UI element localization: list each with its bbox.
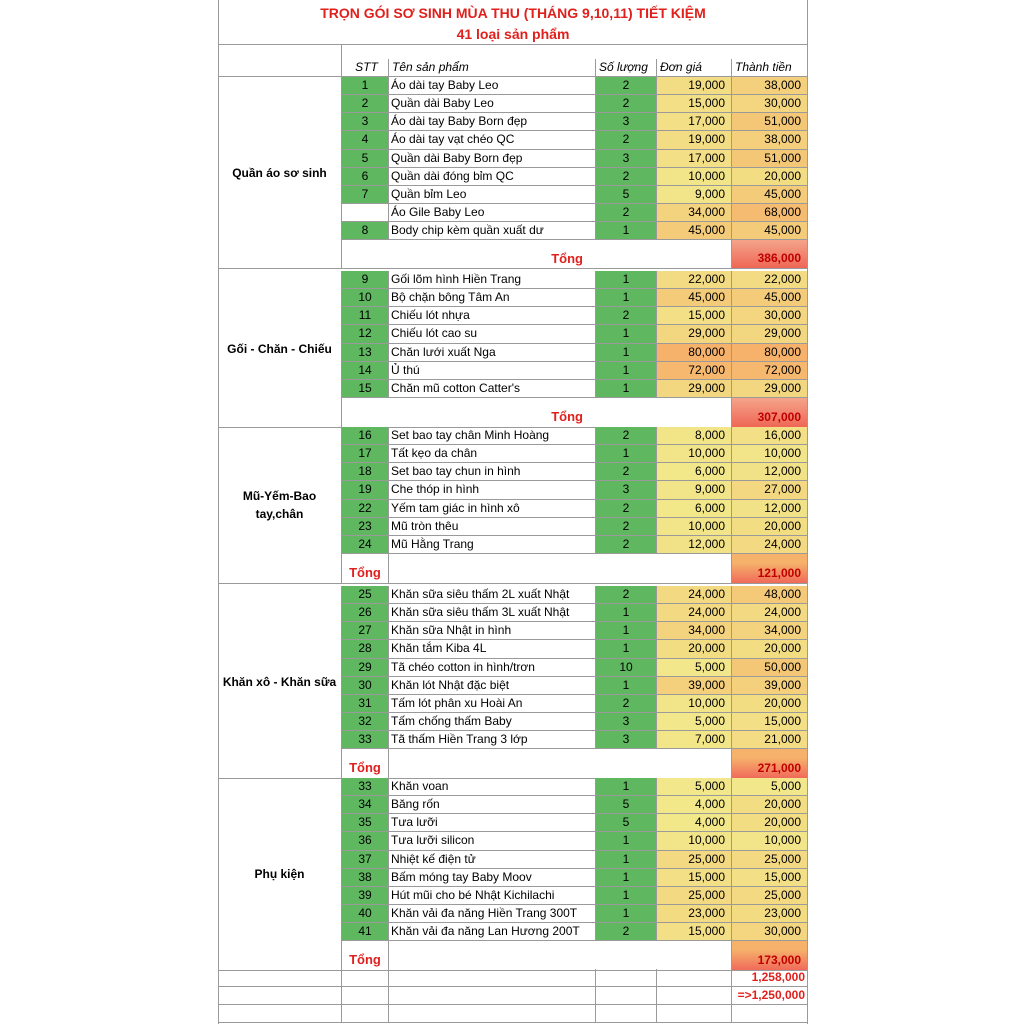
product-name-cell[interactable]: Chăn mũ cotton Catter's xyxy=(389,380,596,398)
group-total-value[interactable]: 271,000 xyxy=(732,749,808,779)
price-cell[interactable]: 7,000 xyxy=(657,731,732,749)
qty-cell[interactable]: 2 xyxy=(596,695,657,713)
total-cell[interactable]: 45,000 xyxy=(732,289,808,307)
stt-cell[interactable]: 6 xyxy=(342,168,389,186)
empty-cell[interactable] xyxy=(342,987,389,1005)
total-cell[interactable]: 15,000 xyxy=(732,869,808,887)
stt-cell[interactable]: 1 xyxy=(342,77,389,95)
stt-cell[interactable]: 3 xyxy=(342,113,389,131)
total-cell[interactable]: 15,000 xyxy=(732,713,808,731)
empty-cell[interactable] xyxy=(389,987,596,1005)
total-cell[interactable]: 20,000 xyxy=(732,640,808,658)
qty-cell[interactable]: 3 xyxy=(596,731,657,749)
stt-cell[interactable]: 24 xyxy=(342,536,389,554)
empty-cell[interactable] xyxy=(657,969,732,987)
price-cell[interactable]: 34,000 xyxy=(657,204,732,222)
total-cell[interactable]: 25,000 xyxy=(732,851,808,869)
total-cell[interactable]: 20,000 xyxy=(732,695,808,713)
header-price[interactable]: Đơn giá xyxy=(657,59,732,77)
total-cell[interactable]: 23,000 xyxy=(732,905,808,923)
total-cell[interactable]: 29,000 xyxy=(732,380,808,398)
qty-cell[interactable]: 10 xyxy=(596,659,657,677)
qty-cell[interactable]: 1 xyxy=(596,222,657,240)
group-total-label[interactable]: Tổng xyxy=(342,398,732,428)
qty-cell[interactable]: 1 xyxy=(596,344,657,362)
qty-cell[interactable]: 2 xyxy=(596,500,657,518)
product-name-cell[interactable]: Bấm móng tay Baby Moov xyxy=(389,869,596,887)
stt-cell[interactable]: 39 xyxy=(342,887,389,905)
empty-cell[interactable] xyxy=(342,1005,389,1023)
group-total-label[interactable]: Tổng xyxy=(342,941,389,971)
qty-cell[interactable]: 2 xyxy=(596,204,657,222)
total-cell[interactable]: 68,000 xyxy=(732,204,808,222)
total-cell[interactable]: 34,000 xyxy=(732,622,808,640)
product-name-cell[interactable]: Áo Gile Baby Leo xyxy=(389,204,596,222)
product-name-cell[interactable]: Bộ chặn bông Tâm An xyxy=(389,289,596,307)
product-name-cell[interactable]: Áo dài tay Baby Leo xyxy=(389,77,596,95)
group-total-value[interactable]: 121,000 xyxy=(732,554,808,584)
price-cell[interactable]: 22,000 xyxy=(657,271,732,289)
product-name-cell[interactable]: Tã thấm Hiền Trang 3 lớp xyxy=(389,731,596,749)
group-total-value[interactable]: 173,000 xyxy=(732,941,808,971)
empty-cell[interactable] xyxy=(596,1005,657,1023)
stt-cell[interactable]: 26 xyxy=(342,604,389,622)
total-cell[interactable]: 10,000 xyxy=(732,445,808,463)
qty-cell[interactable]: 2 xyxy=(596,131,657,149)
group-total-label[interactable]: Tổng xyxy=(342,749,389,779)
total-cell[interactable]: 16,000 xyxy=(732,427,808,445)
qty-cell[interactable]: 1 xyxy=(596,604,657,622)
price-cell[interactable]: 24,000 xyxy=(657,586,732,604)
total-cell[interactable]: 45,000 xyxy=(732,222,808,240)
price-cell[interactable]: 39,000 xyxy=(657,677,732,695)
header-qty[interactable]: Số lượng xyxy=(596,59,657,77)
price-cell[interactable]: 25,000 xyxy=(657,851,732,869)
price-cell[interactable]: 23,000 xyxy=(657,905,732,923)
group-total-blank[interactable] xyxy=(389,941,732,971)
price-cell[interactable]: 10,000 xyxy=(657,168,732,186)
price-cell[interactable]: 45,000 xyxy=(657,222,732,240)
product-name-cell[interactable]: Khăn tắm Kiba 4L xyxy=(389,640,596,658)
product-name-cell[interactable]: Tấm chống thấm Baby xyxy=(389,713,596,731)
product-name-cell[interactable]: Che thóp in hình xyxy=(389,481,596,499)
qty-cell[interactable]: 1 xyxy=(596,778,657,796)
group-label[interactable]: Khăn xô - Khăn sữa xyxy=(218,586,342,779)
stt-cell[interactable]: 16 xyxy=(342,427,389,445)
product-name-cell[interactable]: Quần dài Baby Born đẹp xyxy=(389,150,596,168)
empty-cell[interactable] xyxy=(389,1005,596,1023)
spreadsheet xyxy=(218,0,808,1024)
price-cell[interactable]: 10,000 xyxy=(657,832,732,850)
group-total-blank[interactable] xyxy=(389,554,732,584)
stt-cell[interactable]: 22 xyxy=(342,500,389,518)
stt-cell[interactable]: 11 xyxy=(342,307,389,325)
product-name-cell[interactable]: Chiếu lót nhựa xyxy=(389,307,596,325)
qty-cell[interactable]: 2 xyxy=(596,923,657,941)
group-label[interactable]: Gối - Chăn - Chiếu xyxy=(218,271,342,428)
price-cell[interactable]: 10,000 xyxy=(657,695,732,713)
price-cell[interactable]: 6,000 xyxy=(657,463,732,481)
price-cell[interactable]: 29,000 xyxy=(657,325,732,343)
sheet-title: TRỌN GÓI SƠ SINH MÙA THU (THÁNG 9,10,11) TIẾT KIỆM xyxy=(320,5,706,21)
price-cell[interactable]: 12,000 xyxy=(657,536,732,554)
total-cell[interactable]: 72,000 xyxy=(732,362,808,380)
product-name-cell[interactable]: Khăn sữa siêu thấm 2L xuất Nhật xyxy=(389,586,596,604)
stt-cell[interactable] xyxy=(342,204,389,222)
total-cell[interactable]: 30,000 xyxy=(732,923,808,941)
qty-cell[interactable]: 5 xyxy=(596,186,657,204)
group-label[interactable]: Phụ kiện xyxy=(218,778,342,971)
qty-cell[interactable]: 2 xyxy=(596,536,657,554)
price-cell[interactable]: 19,000 xyxy=(657,131,732,149)
product-name-cell[interactable]: Quần bỉm Leo xyxy=(389,186,596,204)
total-cell[interactable]: 51,000 xyxy=(732,113,808,131)
group-total-label[interactable]: Tổng xyxy=(342,554,389,584)
total-cell[interactable]: 30,000 xyxy=(732,95,808,113)
total-cell[interactable]: 20,000 xyxy=(732,814,808,832)
group-total-value[interactable]: 386,000 xyxy=(732,240,808,269)
stt-cell[interactable]: 2 xyxy=(342,95,389,113)
total-cell[interactable]: 39,000 xyxy=(732,677,808,695)
price-cell[interactable]: 72,000 xyxy=(657,362,732,380)
grid-line xyxy=(218,44,808,45)
qty-cell[interactable]: 1 xyxy=(596,271,657,289)
product-name-cell[interactable]: Tưa lưỡi xyxy=(389,814,596,832)
total-cell[interactable]: 25,000 xyxy=(732,887,808,905)
stt-cell[interactable]: 9 xyxy=(342,271,389,289)
total-cell[interactable]: 10,000 xyxy=(732,832,808,850)
product-name-cell[interactable]: Ủ thú xyxy=(389,362,596,380)
product-name-cell[interactable]: Quần dài đóng bỉm QC xyxy=(389,168,596,186)
stt-cell[interactable]: 8 xyxy=(342,222,389,240)
stt-cell[interactable]: 33 xyxy=(342,778,389,796)
empty-cell[interactable] xyxy=(657,1005,732,1023)
stt-cell[interactable]: 30 xyxy=(342,677,389,695)
qty-cell[interactable]: 1 xyxy=(596,362,657,380)
group-total-value[interactable]: 307,000 xyxy=(732,398,808,428)
header-total[interactable]: Thành tiền xyxy=(732,59,808,77)
group-total-blank[interactable] xyxy=(389,749,732,779)
total-cell[interactable]: 27,000 xyxy=(732,481,808,499)
total-cell[interactable]: 24,000 xyxy=(732,536,808,554)
empty-cell[interactable] xyxy=(389,969,596,987)
price-cell[interactable]: 34,000 xyxy=(657,622,732,640)
stt-cell[interactable]: 36 xyxy=(342,832,389,850)
qty-cell[interactable]: 1 xyxy=(596,851,657,869)
stt-cell[interactable]: 41 xyxy=(342,923,389,941)
product-name-cell[interactable]: Chiếu lót cao su xyxy=(389,325,596,343)
price-cell[interactable]: 15,000 xyxy=(657,869,732,887)
total-cell[interactable]: 29,000 xyxy=(732,325,808,343)
qty-cell[interactable]: 1 xyxy=(596,289,657,307)
stt-cell[interactable]: 5 xyxy=(342,150,389,168)
group-total-label[interactable]: Tổng xyxy=(342,240,732,269)
group-label[interactable]: Mũ-Yếm-Bao tay,chân xyxy=(218,427,342,584)
stt-cell[interactable]: 28 xyxy=(342,640,389,658)
qty-cell[interactable]: 1 xyxy=(596,325,657,343)
total-cell[interactable]: 20,000 xyxy=(732,518,808,536)
total-cell[interactable]: 38,000 xyxy=(732,131,808,149)
price-cell[interactable]: 25,000 xyxy=(657,887,732,905)
empty-cell[interactable] xyxy=(596,969,657,987)
price-cell[interactable]: 5,000 xyxy=(657,713,732,731)
total-cell[interactable]: 45,000 xyxy=(732,186,808,204)
header-name[interactable]: Tên sản phẩm xyxy=(389,59,596,77)
stt-cell[interactable]: 35 xyxy=(342,814,389,832)
product-name-cell[interactable]: Quần dài Baby Leo xyxy=(389,95,596,113)
price-cell[interactable]: 6,000 xyxy=(657,500,732,518)
price-cell[interactable]: 10,000 xyxy=(657,518,732,536)
stt-cell[interactable]: 7 xyxy=(342,186,389,204)
stt-cell[interactable]: 31 xyxy=(342,695,389,713)
product-name-cell[interactable]: Tất kẹo da chân xyxy=(389,445,596,463)
total-cell[interactable]: 20,000 xyxy=(732,796,808,814)
price-cell[interactable]: 24,000 xyxy=(657,604,732,622)
price-cell[interactable]: 9,000 xyxy=(657,186,732,204)
qty-cell[interactable]: 1 xyxy=(596,640,657,658)
total-cell[interactable]: 22,000 xyxy=(732,271,808,289)
product-name-cell[interactable]: Nhiệt kế điện tử xyxy=(389,851,596,869)
qty-cell[interactable]: 3 xyxy=(596,150,657,168)
price-cell[interactable]: 19,000 xyxy=(657,77,732,95)
qty-cell[interactable]: 2 xyxy=(596,518,657,536)
price-cell[interactable]: 8,000 xyxy=(657,427,732,445)
product-name-cell[interactable]: Tã chéo cotton in hình/trơn xyxy=(389,659,596,677)
price-cell[interactable]: 17,000 xyxy=(657,150,732,168)
product-name-cell[interactable]: Body chip kèm quần xuất dư xyxy=(389,222,596,240)
product-name-cell[interactable]: Khăn vải đa năng Hiền Trang 300T xyxy=(389,905,596,923)
total-cell[interactable]: 20,000 xyxy=(732,168,808,186)
stt-cell[interactable]: 33 xyxy=(342,731,389,749)
qty-cell[interactable]: 1 xyxy=(596,677,657,695)
price-cell[interactable]: 15,000 xyxy=(657,307,732,325)
qty-cell[interactable]: 1 xyxy=(596,832,657,850)
qty-cell[interactable]: 1 xyxy=(596,869,657,887)
stt-cell[interactable]: 25 xyxy=(342,586,389,604)
price-cell[interactable]: 45,000 xyxy=(657,289,732,307)
product-name-cell[interactable]: Set bao tay chân Minh Hoàng xyxy=(389,427,596,445)
price-cell[interactable]: 80,000 xyxy=(657,344,732,362)
product-name-cell[interactable]: Áo dài tay Baby Born đẹp xyxy=(389,113,596,131)
product-name-cell[interactable]: Băng rốn xyxy=(389,796,596,814)
product-name-cell[interactable]: Mũ Hằng Trang xyxy=(389,536,596,554)
qty-cell[interactable]: 2 xyxy=(596,168,657,186)
stt-cell[interactable]: 37 xyxy=(342,851,389,869)
stt-cell[interactable]: 13 xyxy=(342,344,389,362)
header-stt[interactable]: STT xyxy=(342,59,389,77)
header-blank[interactable] xyxy=(218,44,342,77)
stt-cell[interactable]: 29 xyxy=(342,659,389,677)
product-name-cell[interactable]: Tấm lót phân xu Hoài An xyxy=(389,695,596,713)
sheet-subtitle: 41 loại sản phẩm xyxy=(456,26,570,42)
total-cell[interactable]: 50,000 xyxy=(732,659,808,677)
stt-cell[interactable]: 34 xyxy=(342,796,389,814)
empty-cell[interactable] xyxy=(218,969,342,987)
price-cell[interactable]: 4,000 xyxy=(657,814,732,832)
qty-cell[interactable]: 1 xyxy=(596,905,657,923)
total-cell[interactable]: 38,000 xyxy=(732,77,808,95)
product-name-cell[interactable]: Yếm tam giác in hình xô xyxy=(389,500,596,518)
product-name-cell[interactable]: Khăn voan xyxy=(389,778,596,796)
product-name-cell[interactable]: Khăn sữa Nhật in hình xyxy=(389,622,596,640)
stt-cell[interactable]: 17 xyxy=(342,445,389,463)
product-name-cell[interactable]: Áo dài tay vạt chéo QC xyxy=(389,131,596,149)
total-cell[interactable]: 80,000 xyxy=(732,344,808,362)
price-cell[interactable]: 10,000 xyxy=(657,445,732,463)
product-name-cell[interactable]: Hút mũi cho bé Nhật Kichilachi xyxy=(389,887,596,905)
total-cell[interactable]: 12,000 xyxy=(732,463,808,481)
empty-cell[interactable] xyxy=(596,987,657,1005)
price-cell[interactable]: 9,000 xyxy=(657,481,732,499)
qty-cell[interactable]: 5 xyxy=(596,814,657,832)
stt-cell[interactable]: 23 xyxy=(342,518,389,536)
qty-cell[interactable]: 1 xyxy=(596,380,657,398)
product-name-cell[interactable]: Khăn vải đa năng Lan Hương 200T xyxy=(389,923,596,941)
stt-cell[interactable]: 15 xyxy=(342,380,389,398)
price-cell[interactable]: 4,000 xyxy=(657,796,732,814)
qty-cell[interactable]: 2 xyxy=(596,77,657,95)
total-cell[interactable]: 30,000 xyxy=(732,307,808,325)
product-name-cell[interactable]: Tưa lưỡi silicon xyxy=(389,832,596,850)
stt-cell[interactable]: 10 xyxy=(342,289,389,307)
qty-cell[interactable]: 3 xyxy=(596,113,657,131)
qty-cell[interactable]: 2 xyxy=(596,307,657,325)
stt-cell[interactable]: 12 xyxy=(342,325,389,343)
stt-cell[interactable]: 19 xyxy=(342,481,389,499)
price-cell[interactable]: 5,000 xyxy=(657,778,732,796)
price-cell[interactable]: 29,000 xyxy=(657,380,732,398)
qty-cell[interactable]: 3 xyxy=(596,481,657,499)
empty-cell[interactable] xyxy=(218,1005,342,1023)
product-name-cell[interactable]: Chăn lưới xuất Nga xyxy=(389,344,596,362)
total-cell[interactable]: 48,000 xyxy=(732,586,808,604)
stt-cell[interactable]: 38 xyxy=(342,869,389,887)
grand-total-value[interactable]: 1,258,000 xyxy=(732,969,808,987)
total-cell[interactable]: 51,000 xyxy=(732,150,808,168)
total-cell[interactable]: 5,000 xyxy=(732,778,808,796)
price-cell[interactable]: 15,000 xyxy=(657,95,732,113)
qty-cell[interactable]: 1 xyxy=(596,622,657,640)
total-cell[interactable]: 21,000 xyxy=(732,731,808,749)
stt-cell[interactable]: 32 xyxy=(342,713,389,731)
empty-row[interactable] xyxy=(732,1005,808,1023)
stt-cell[interactable]: 4 xyxy=(342,131,389,149)
price-cell[interactable]: 20,000 xyxy=(657,640,732,658)
qty-cell[interactable]: 1 xyxy=(596,887,657,905)
empty-cell[interactable] xyxy=(342,969,389,987)
stt-cell[interactable]: 27 xyxy=(342,622,389,640)
product-name-cell[interactable]: Gối lõm hình Hiền Trang xyxy=(389,271,596,289)
price-cell[interactable]: 15,000 xyxy=(657,923,732,941)
group-label[interactable]: Quần áo sơ sinh xyxy=(218,77,342,269)
stt-cell[interactable]: 18 xyxy=(342,463,389,481)
qty-cell[interactable]: 2 xyxy=(596,427,657,445)
empty-cell[interactable] xyxy=(218,987,342,1005)
qty-cell[interactable]: 3 xyxy=(596,713,657,731)
total-cell[interactable]: 24,000 xyxy=(732,604,808,622)
empty-cell[interactable] xyxy=(657,987,732,1005)
price-cell[interactable]: 5,000 xyxy=(657,659,732,677)
product-name-cell[interactable]: Set bao tay chun in hình xyxy=(389,463,596,481)
total-cell[interactable]: 12,000 xyxy=(732,500,808,518)
qty-cell[interactable]: 2 xyxy=(596,586,657,604)
price-cell[interactable]: 17,000 xyxy=(657,113,732,131)
product-name-cell[interactable]: Mũ tròn thêu xyxy=(389,518,596,536)
qty-cell[interactable]: 2 xyxy=(596,95,657,113)
stt-cell[interactable]: 14 xyxy=(342,362,389,380)
qty-cell[interactable]: 1 xyxy=(596,445,657,463)
product-name-cell[interactable]: Khăn lót Nhật đặc biệt xyxy=(389,677,596,695)
qty-cell[interactable]: 5 xyxy=(596,796,657,814)
rounded-total-value[interactable]: =>1,250,000 xyxy=(732,987,808,1005)
stt-cell[interactable]: 40 xyxy=(342,905,389,923)
qty-cell[interactable]: 2 xyxy=(596,463,657,481)
product-name-cell[interactable]: Khăn sữa siêu thấm 3L xuất Nhật xyxy=(389,604,596,622)
